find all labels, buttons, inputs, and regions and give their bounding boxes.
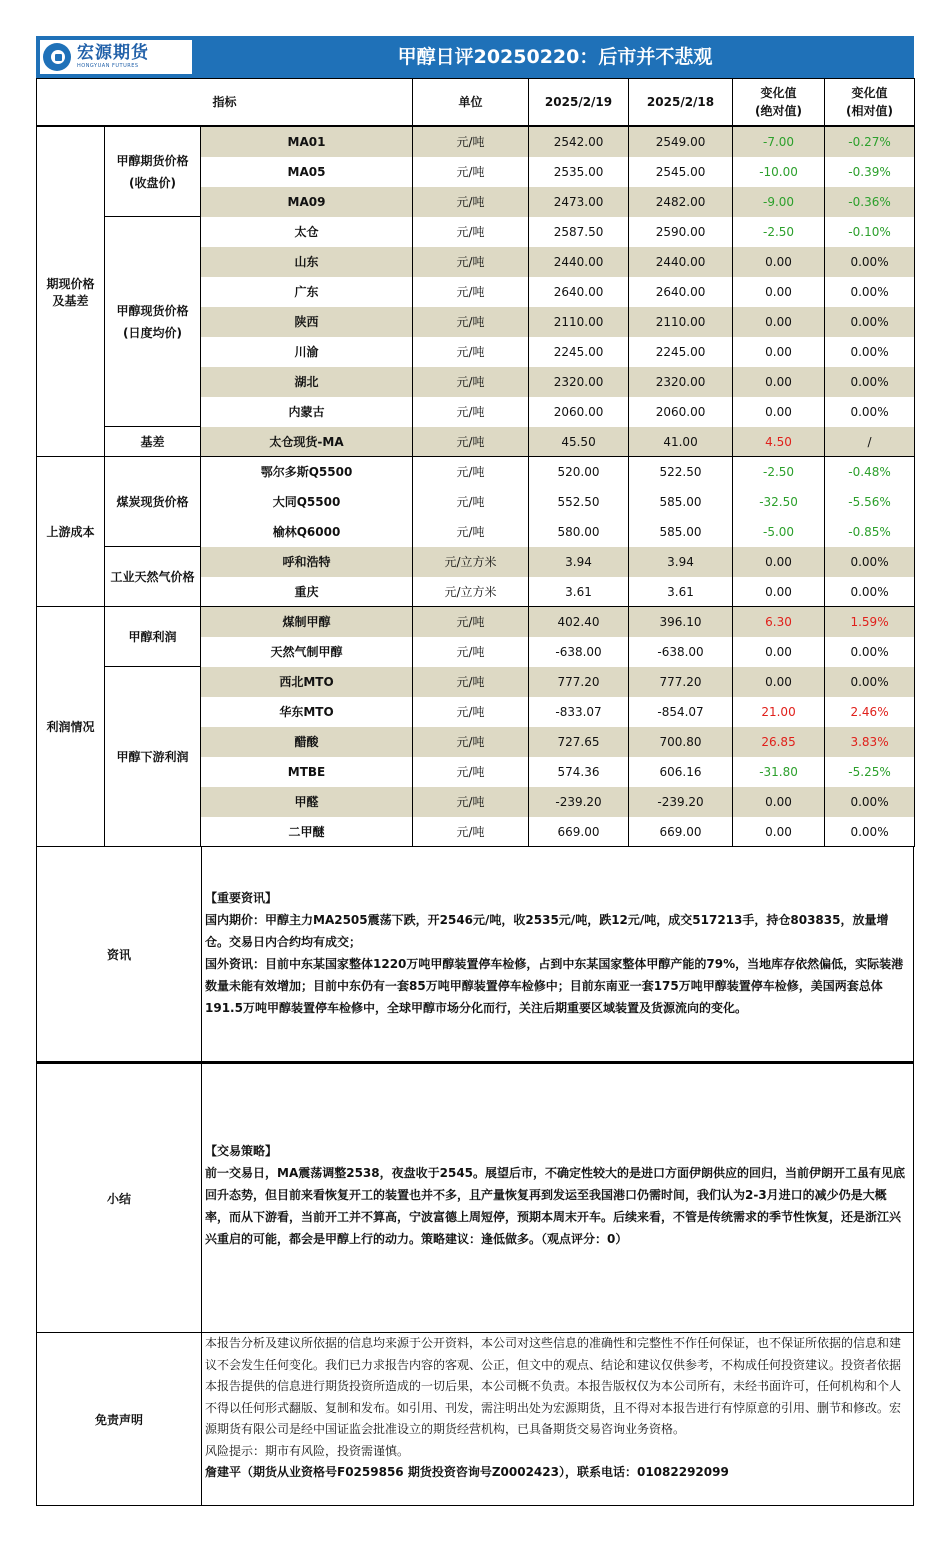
value-date-1: 2245.00 [529,337,629,367]
value-date-2: 2440.00 [629,247,733,277]
value-date-2: 669.00 [629,817,733,847]
table-row [37,667,915,697]
abs-change: -9.00 [733,187,825,217]
indicator-name: MTBE [201,757,413,787]
rel-change: / [825,427,915,457]
value-date-1: 2473.00 [529,187,629,217]
abs-change: 0.00 [733,667,825,697]
indicator-name: 甲醛 [201,787,413,817]
abs-change: 0.00 [733,367,825,397]
table-row [37,126,915,157]
disclaimer-text: 本报告分析及建议所依据的信息均来源于公开资料，本公司对这些信息的准确性和完整性不作任何保证，也不保证所依据的信息和建议不会发生任何变化。我们已力求报告内容的客观、公正，但文中的观点、结论和建议仅供参考，不构成任何投资建议。投资者依据本报告提供的信息进行期货投资所造成的一切后果，本公司概不负责。本报告版权仅为本公司所有，未经书面许可，任何机构和个人不得以任何形式翻版、复制和发布。如引用、刊发，需注明出处为宏源期货，且不得对本报告进行有悖原意的引用、删节和修改。宏源期货有限公司是经中国证监会批准设立的期货经营机构，已具备期货交易咨询业务资格。 [205,1336,902,1436]
summary-section [36,1062,914,1333]
value-date-1: 402.40 [529,607,629,637]
table-row [37,607,915,637]
company-logo [40,40,192,74]
unit-cell: 元/吨 [413,787,529,817]
value-date-1: 2640.00 [529,277,629,307]
indicator-name: MA09 [201,187,413,217]
subgroup-label: 甲醇现货价格 (日度均价) [105,217,201,427]
disclaimer-label: 免责声明 [37,1333,202,1505]
news-label: 资讯 [37,847,202,1061]
subgroup-label: 煤炭现货价格 [105,457,201,547]
abs-change: 4.50 [733,427,825,457]
indicator-name: 醋酸 [201,727,413,757]
group-label: 上游成本 [37,457,105,607]
indicator-name: 广东 [201,277,413,307]
unit-cell: 元/吨 [413,367,529,397]
rel-change: -0.48% [825,457,915,487]
rel-change: 0.00% [825,577,915,607]
unit-cell: 元/吨 [413,637,529,667]
rel-change: -5.25% [825,757,915,787]
value-date-2: 2060.00 [629,397,733,427]
abs-change: 26.85 [733,727,825,757]
value-date-2: 606.16 [629,757,733,787]
col-abs-change: 变化值 (绝对值) [733,79,825,127]
value-date-1: 552.50 [529,487,629,517]
value-date-2: 2482.00 [629,187,733,217]
unit-cell: 元/吨 [413,607,529,637]
news-section [36,847,914,1062]
unit-cell: 元/吨 [413,697,529,727]
rel-change: 1.59% [825,607,915,637]
unit-cell: 元/吨 [413,817,529,847]
abs-change: 0.00 [733,547,825,577]
value-date-2: 3.94 [629,547,733,577]
abs-change: -10.00 [733,157,825,187]
col-date-1: 2025/2/19 [529,79,629,127]
abs-change: -5.00 [733,517,825,547]
abs-change: 0.00 [733,307,825,337]
value-date-2: 2549.00 [629,126,733,157]
abs-change: 21.00 [733,697,825,727]
value-date-2: 585.00 [629,487,733,517]
indicator-name: 呼和浩特 [201,547,413,577]
value-date-1: 2110.00 [529,307,629,337]
value-date-2: 700.80 [629,727,733,757]
abs-change: 6.30 [733,607,825,637]
rel-change: 0.00% [825,637,915,667]
indicator-name: 内蒙古 [201,397,413,427]
value-date-1: 3.94 [529,547,629,577]
news-domestic: 国内期价：甲醇主力MA2505震荡下跌，开2546元/吨，收2535元/吨，跌12元/吨，成交517213手，持仓803835，放量增仓。交易日内合约均有成交； [205,913,889,949]
abs-change: -32.50 [733,487,825,517]
news-foreign: 国外资讯：目前中东某国家整体1220万吨甲醇装置停车检修，占到中东某国家整体甲醇产能的79%，当地库存依然偏低，实际装港数量未能有效增加；目前中东仍有一套85万吨甲醇装置停车检修中；目前东南亚一套175万吨甲醇装置停车检修，美国两套总体191.5万吨甲醇装置停车检修中，全球甲醇市场分化而行，关注后期重要区域装置及货源流向的变化。 [205,957,904,1015]
unit-cell: 元/吨 [413,667,529,697]
col-date-2: 2025/2/18 [629,79,733,127]
value-date-2: 41.00 [629,427,733,457]
indicator-name: MA05 [201,157,413,187]
unit-cell: 元/吨 [413,307,529,337]
summary-heading: 【交易策略】 [205,1144,278,1158]
value-date-2: -239.20 [629,787,733,817]
value-date-1: 2440.00 [529,247,629,277]
subgroup-label: 基差 [105,427,201,457]
news-heading: 【重要资讯】 [205,891,278,905]
rel-change: -0.85% [825,517,915,547]
rel-change: -0.36% [825,187,915,217]
value-date-1: 2535.00 [529,157,629,187]
rel-change: -0.27% [825,126,915,157]
abs-change: -2.50 [733,217,825,247]
indicator-name: 重庆 [201,577,413,607]
rel-change: 0.00% [825,247,915,277]
table-header-row [37,79,915,127]
report-sheet [36,36,914,1506]
summary-strategy: 前一交易日，MA震荡调整2538，夜盘收于2545。展望后市，不确定性较大的是进口方面伊朗供应的回归，当前伊朗开工虽有见底回升态势，但目前来看恢复开工的装置也并不多，且产量恢复再到发运至我国港口仍需时间，我们认为2-3月进口的减少仍是大概率，而从下游看，当前开工并不算高，宁波富德上周短停，预期本周末开车。后续来看，不管是传统需求的季节性恢复，还是浙江兴兴重启的可能，都会是甲醇上行的动力。策略建议：逢低做多。（观点评分：0） [205,1166,906,1246]
unit-cell: 元/吨 [413,427,529,457]
indicator-name: 二甲醚 [201,817,413,847]
unit-cell: 元/立方米 [413,577,529,607]
disclaimer-body [202,1333,913,1505]
value-date-2: 2545.00 [629,157,733,187]
value-date-1: -638.00 [529,637,629,667]
report-title: 甲醇日评20250220：后市并不悲观 [397,46,713,68]
summary-label: 小结 [37,1064,202,1332]
news-body [202,847,913,1061]
rel-change: -0.10% [825,217,915,247]
unit-cell: 元/吨 [413,457,529,487]
value-date-1: 574.36 [529,757,629,787]
unit-cell: 元/吨 [413,187,529,217]
logo-icon [43,43,71,71]
rel-change: 0.00% [825,307,915,337]
indicator-name: 鄂尔多斯Q5500 [201,457,413,487]
value-date-1: 520.00 [529,457,629,487]
abs-change: 0.00 [733,787,825,817]
rel-change: -0.39% [825,157,915,187]
subgroup-label: 甲醇期货价格 (收盘价) [105,126,201,217]
value-date-2: -638.00 [629,637,733,667]
abs-change: 0.00 [733,247,825,277]
value-date-2: 777.20 [629,667,733,697]
abs-change: -7.00 [733,126,825,157]
abs-change: 0.00 [733,277,825,307]
col-unit: 单位 [413,79,529,127]
rel-change: 0.00% [825,667,915,697]
indicator-name: MA01 [201,126,413,157]
value-date-2: 2590.00 [629,217,733,247]
value-date-1: 2320.00 [529,367,629,397]
value-date-1: 45.50 [529,427,629,457]
table-row [37,427,915,457]
risk-notice: 风险提示：期市有风险，投资需谨慎。 [205,1443,410,1458]
rel-change: 0.00% [825,817,915,847]
abs-change: 0.00 [733,817,825,847]
title-banner [36,36,914,78]
rel-change: 0.00% [825,397,915,427]
indicator-name: 太仓现货-MA [201,427,413,457]
col-rel-change: 变化值 (相对值) [825,79,915,127]
group-label: 期现价格 及基差 [37,126,105,457]
table-row [37,457,915,487]
indicator-name: 山东 [201,247,413,277]
indicator-name: 太仓 [201,217,413,247]
subgroup-label: 甲醇下游利润 [105,667,201,847]
value-date-1: 580.00 [529,517,629,547]
abs-change: -2.50 [733,457,825,487]
unit-cell: 元/吨 [413,757,529,787]
group-label: 利润情况 [37,607,105,847]
value-date-1: 2542.00 [529,126,629,157]
subgroup-label: 甲醇利润 [105,607,201,667]
logo-name: 宏源期货 [77,43,149,63]
value-date-2: 585.00 [629,517,733,547]
value-date-2: 396.10 [629,607,733,637]
subgroup-label: 工业天然气价格 [105,547,201,607]
value-date-1: 777.20 [529,667,629,697]
rel-change: 0.00% [825,787,915,817]
value-date-2: -854.07 [629,697,733,727]
value-date-2: 2110.00 [629,307,733,337]
unit-cell: 元/吨 [413,397,529,427]
abs-change: 0.00 [733,397,825,427]
indicator-name: 煤制甲醇 [201,607,413,637]
unit-cell: 元/吨 [413,157,529,187]
indicator-name: 陕西 [201,307,413,337]
rel-change: 0.00% [825,277,915,307]
value-date-2: 522.50 [629,457,733,487]
abs-change: 0.00 [733,637,825,667]
unit-cell: 元/吨 [413,247,529,277]
indicator-table [36,78,915,847]
value-date-1: 669.00 [529,817,629,847]
value-date-1: 2060.00 [529,397,629,427]
rel-change: 0.00% [825,547,915,577]
unit-cell: 元/吨 [413,517,529,547]
rel-change: 0.00% [825,337,915,367]
value-date-2: 3.61 [629,577,733,607]
value-date-2: 2640.00 [629,277,733,307]
indicator-name: 大同Q5500 [201,487,413,517]
logo-english: HONGYUAN FUTURES [77,63,139,69]
analyst-contact: 詹建平（期货从业资格号F0259856 期货投资咨询号Z0002423），联系电话：01082292099 [205,1465,729,1479]
abs-change: -31.80 [733,757,825,787]
unit-cell: 元/吨 [413,727,529,757]
table-row [37,217,915,247]
value-date-2: 2320.00 [629,367,733,397]
indicator-name: 西北MTO [201,667,413,697]
rel-change: 3.83% [825,727,915,757]
unit-cell: 元/吨 [413,126,529,157]
disclaimer-section [36,1333,914,1506]
rel-change: 2.46% [825,697,915,727]
value-date-1: -239.20 [529,787,629,817]
value-date-2: 2245.00 [629,337,733,367]
indicator-name: 华东MTO [201,697,413,727]
indicator-name: 川渝 [201,337,413,367]
table-row [37,547,915,577]
abs-change: 0.00 [733,337,825,367]
indicator-name: 天然气制甲醇 [201,637,413,667]
unit-cell: 元/立方米 [413,547,529,577]
unit-cell: 元/吨 [413,337,529,367]
value-date-1: 3.61 [529,577,629,607]
rel-change: 0.00% [825,367,915,397]
unit-cell: 元/吨 [413,217,529,247]
col-indicator: 指标 [37,79,413,127]
value-date-1: 2587.50 [529,217,629,247]
unit-cell: 元/吨 [413,277,529,307]
summary-body [202,1064,913,1332]
indicator-name: 湖北 [201,367,413,397]
rel-change: -5.56% [825,487,915,517]
unit-cell: 元/吨 [413,487,529,517]
value-date-1: 727.65 [529,727,629,757]
abs-change: 0.00 [733,577,825,607]
value-date-1: -833.07 [529,697,629,727]
indicator-name: 榆林Q6000 [201,517,413,547]
